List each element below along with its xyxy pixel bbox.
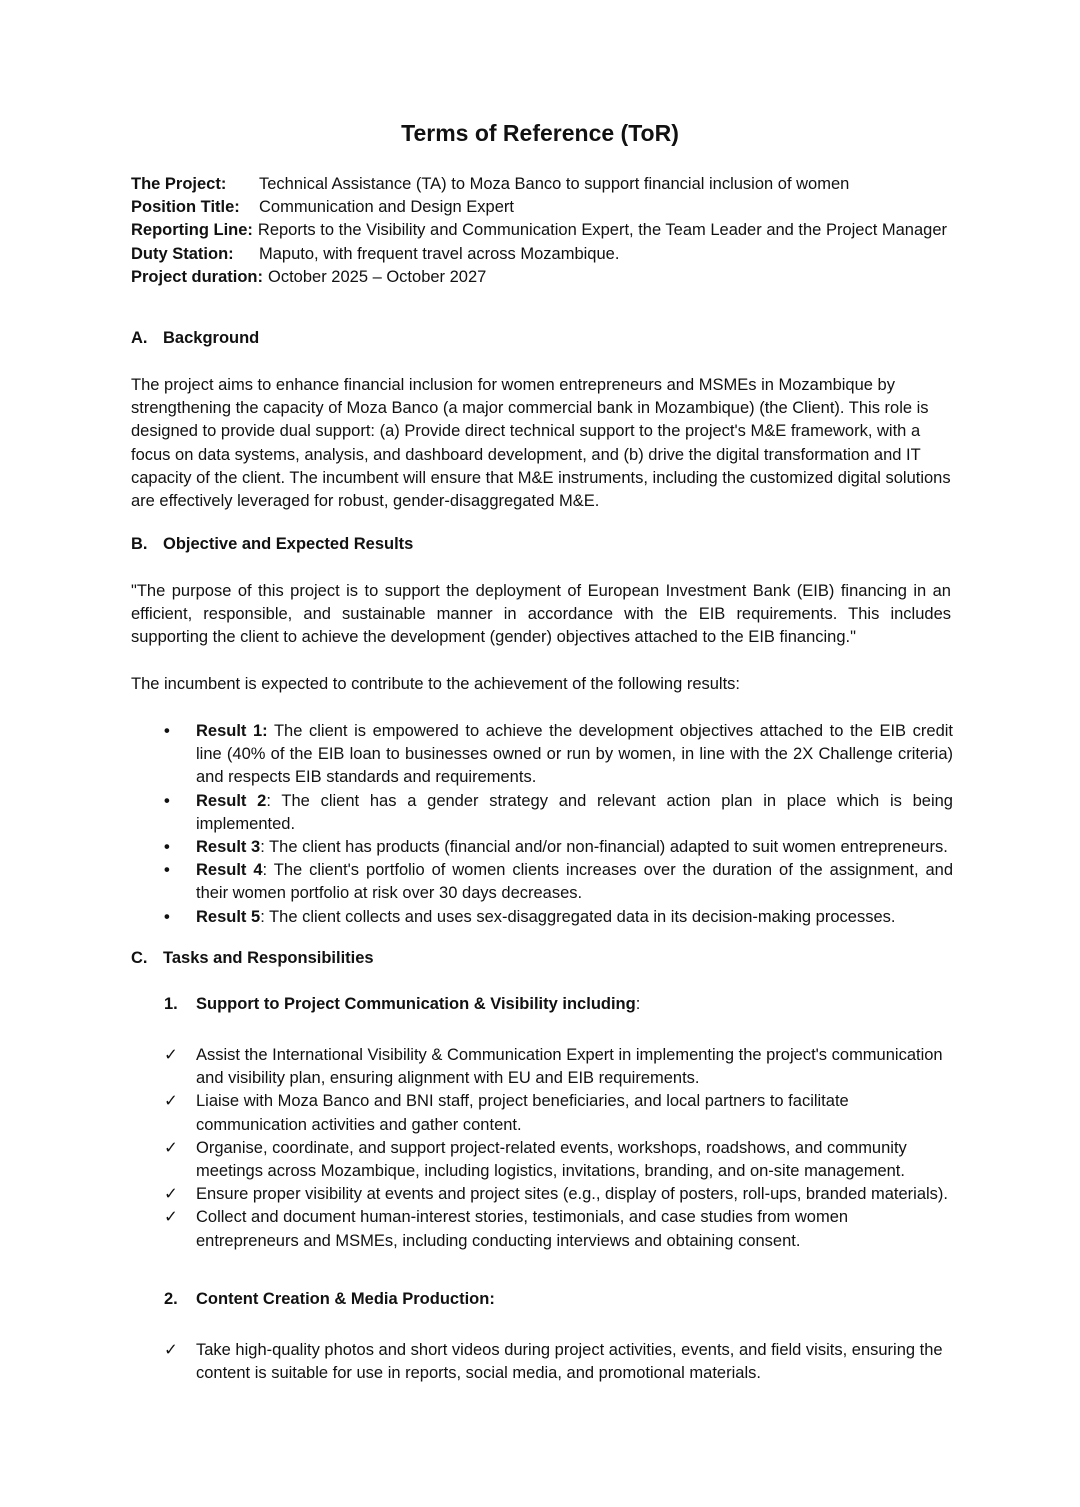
section-letter: C. bbox=[131, 949, 148, 967]
section-title: Background bbox=[163, 329, 260, 347]
section-title: Objective and Expected Results bbox=[163, 535, 414, 553]
meta-label: Reporting Line: bbox=[131, 221, 253, 240]
result-text: : The client collects and uses sex-disaggregated data in its decision-making processes. bbox=[260, 907, 896, 926]
result-label: Result 2 bbox=[196, 791, 267, 810]
result-text: : The client has a gender strategy and relevant action plan in place which is being implemented. bbox=[196, 791, 953, 833]
meta-value: Technical Assistance (TA) to Moza Banco to support financial inclusion of women bbox=[259, 175, 850, 193]
subsection-number: 1. bbox=[164, 995, 178, 1013]
bullet-icon: • bbox=[164, 907, 170, 926]
subsection-colon: : bbox=[635, 995, 641, 1013]
results-list bbox=[131, 720, 953, 929]
meta-row-reporting bbox=[131, 219, 947, 242]
list-item bbox=[131, 906, 953, 929]
subsection-heading-communication bbox=[164, 995, 640, 1014]
list-item bbox=[131, 1090, 953, 1136]
bullet-icon: • bbox=[164, 722, 170, 740]
section-letter: A. bbox=[131, 329, 148, 347]
list-item bbox=[131, 1339, 953, 1385]
section-letter: B. bbox=[131, 535, 148, 553]
meta-value: Maputo, with frequent travel across Mozambique. bbox=[259, 244, 620, 263]
meta-label: Duty Station: bbox=[131, 244, 234, 263]
meta-row-duty bbox=[131, 243, 947, 266]
task-text: Collect and document human-interest stories, testimonials, and case studies from women entrepreneurs and MSMEs, including conducting interviews and obtaining consent. bbox=[196, 1208, 849, 1250]
result-label: Result 1: bbox=[196, 722, 268, 740]
list-item bbox=[131, 1183, 953, 1206]
bullet-icon: • bbox=[164, 791, 170, 810]
checkmark-icon: ✓ bbox=[164, 1208, 178, 1227]
checkmark-icon: ✓ bbox=[164, 1185, 178, 1204]
checkmark-icon: ✓ bbox=[164, 1138, 178, 1157]
content-task-list bbox=[131, 1339, 953, 1385]
list-item bbox=[131, 1044, 953, 1090]
bullet-icon: • bbox=[164, 861, 170, 880]
meta-value: Communication and Design Expert bbox=[259, 198, 514, 217]
task-text: Assist the International Visibility & Communication Expert in implementing the project's communication and visibility plan, ensuring alignment with EU and EIB requirements. bbox=[196, 1046, 943, 1088]
result-text: : The client has products (financial and/or non-financial) adapted to suit women entrepreneurs. bbox=[260, 838, 948, 857]
section-heading-objectives bbox=[131, 535, 413, 554]
section-title: Tasks and Responsibilities bbox=[163, 949, 374, 967]
meta-label: Position Title: bbox=[131, 198, 240, 217]
section-heading-background bbox=[131, 329, 259, 348]
subsection-title: Content Creation & Media Production: bbox=[196, 1290, 495, 1308]
checkmark-icon: ✓ bbox=[164, 1046, 178, 1064]
meta-row-position bbox=[131, 196, 947, 219]
checkmark-icon: ✓ bbox=[164, 1092, 178, 1111]
subsection-number: 2. bbox=[164, 1290, 178, 1308]
subsection-title: Support to Project Communication & Visibility including bbox=[196, 995, 636, 1013]
list-item bbox=[131, 720, 953, 790]
result-text: The client is empowered to achieve the development objectives attached to the EIB credit line (40% of the EIB loan to businesses owned or run by women, in line with the 2X Challenge criteria) and respects EIB standards and requirements. bbox=[196, 722, 953, 787]
meta-row-project bbox=[131, 173, 947, 196]
task-text: Ensure proper visibility at events and project sites (e.g., display of posters, roll-ups, branded materials). bbox=[196, 1185, 949, 1204]
task-text: Organise, coordinate, and support project-related events, workshops, roadshows, and community meetings across Mozambique, including logistics, invitations, branding, and on-site management. bbox=[196, 1138, 907, 1181]
meta-row-duration bbox=[131, 266, 947, 289]
project-meta bbox=[131, 173, 947, 289]
list-item bbox=[131, 790, 953, 836]
objective-quote: "The purpose of this project is to support the deployment of European Investment Bank (EIB) financing in an efficient, responsible, and sustainable manner in accordance with the EIB requirements. This includes supporting the client to achieve the development (gender) objectives attached to the EIB financing." bbox=[131, 582, 951, 647]
result-label: Result 4 bbox=[196, 861, 263, 880]
list-item bbox=[131, 1137, 953, 1183]
list-item bbox=[131, 1206, 953, 1252]
list-item bbox=[131, 836, 953, 859]
meta-value: October 2025 – October 2027 bbox=[268, 267, 487, 286]
result-label: Result 3 bbox=[196, 838, 261, 857]
meta-label: The Project: bbox=[131, 175, 227, 193]
bullet-icon: • bbox=[164, 838, 170, 857]
results-intro: The incumbent is expected to contribute to the achievement of the following results: bbox=[131, 675, 741, 693]
task-text: Take high-quality photos and short videos during project activities, events, and field visits, ensuring the content is suitable for use in reports, social media, and promotional materials. bbox=[196, 1341, 943, 1383]
meta-value: Reports to the Visibility and Communication Expert, the Team Leader and the Project Manager bbox=[257, 221, 948, 240]
checkmark-icon: ✓ bbox=[164, 1341, 178, 1359]
page-title: Terms of Reference (ToR) bbox=[401, 120, 679, 146]
subsection-heading-content bbox=[164, 1290, 495, 1309]
communication-task-list bbox=[131, 1044, 953, 1253]
section-heading-tasks bbox=[131, 949, 374, 968]
list-item bbox=[131, 859, 953, 905]
background-paragraph: The project aims to enhance financial inclusion for women entrepreneurs and MSMEs in Mozambique by strengthening the capacity of Moza Banco (a major commercial bank in Mozambique) (the Client). This role is designed to provide dual support: (a) Provide direct technical support to the project's M&E framework, with a focus on data systems, analysis, and dashboard development, and (b) drive the digital transformation and IT capacity of the client. The incumbent will ensure that M&E instruments, including the customized digital solutions are effectively leveraged for robust, gender-disaggregated M&E. bbox=[131, 376, 951, 511]
task-text: Liaise with Moza Banco and BNI staff, project beneficiaries, and local partners to facilitate communication activities and gather content. bbox=[196, 1092, 849, 1134]
result-label: Result 5 bbox=[196, 907, 261, 926]
result-text: : The client's portfolio of women clients increases over the duration of the assignment, and their women portfolio at risk over 30 days decreases. bbox=[196, 861, 953, 903]
meta-label: Project duration: bbox=[131, 267, 264, 286]
